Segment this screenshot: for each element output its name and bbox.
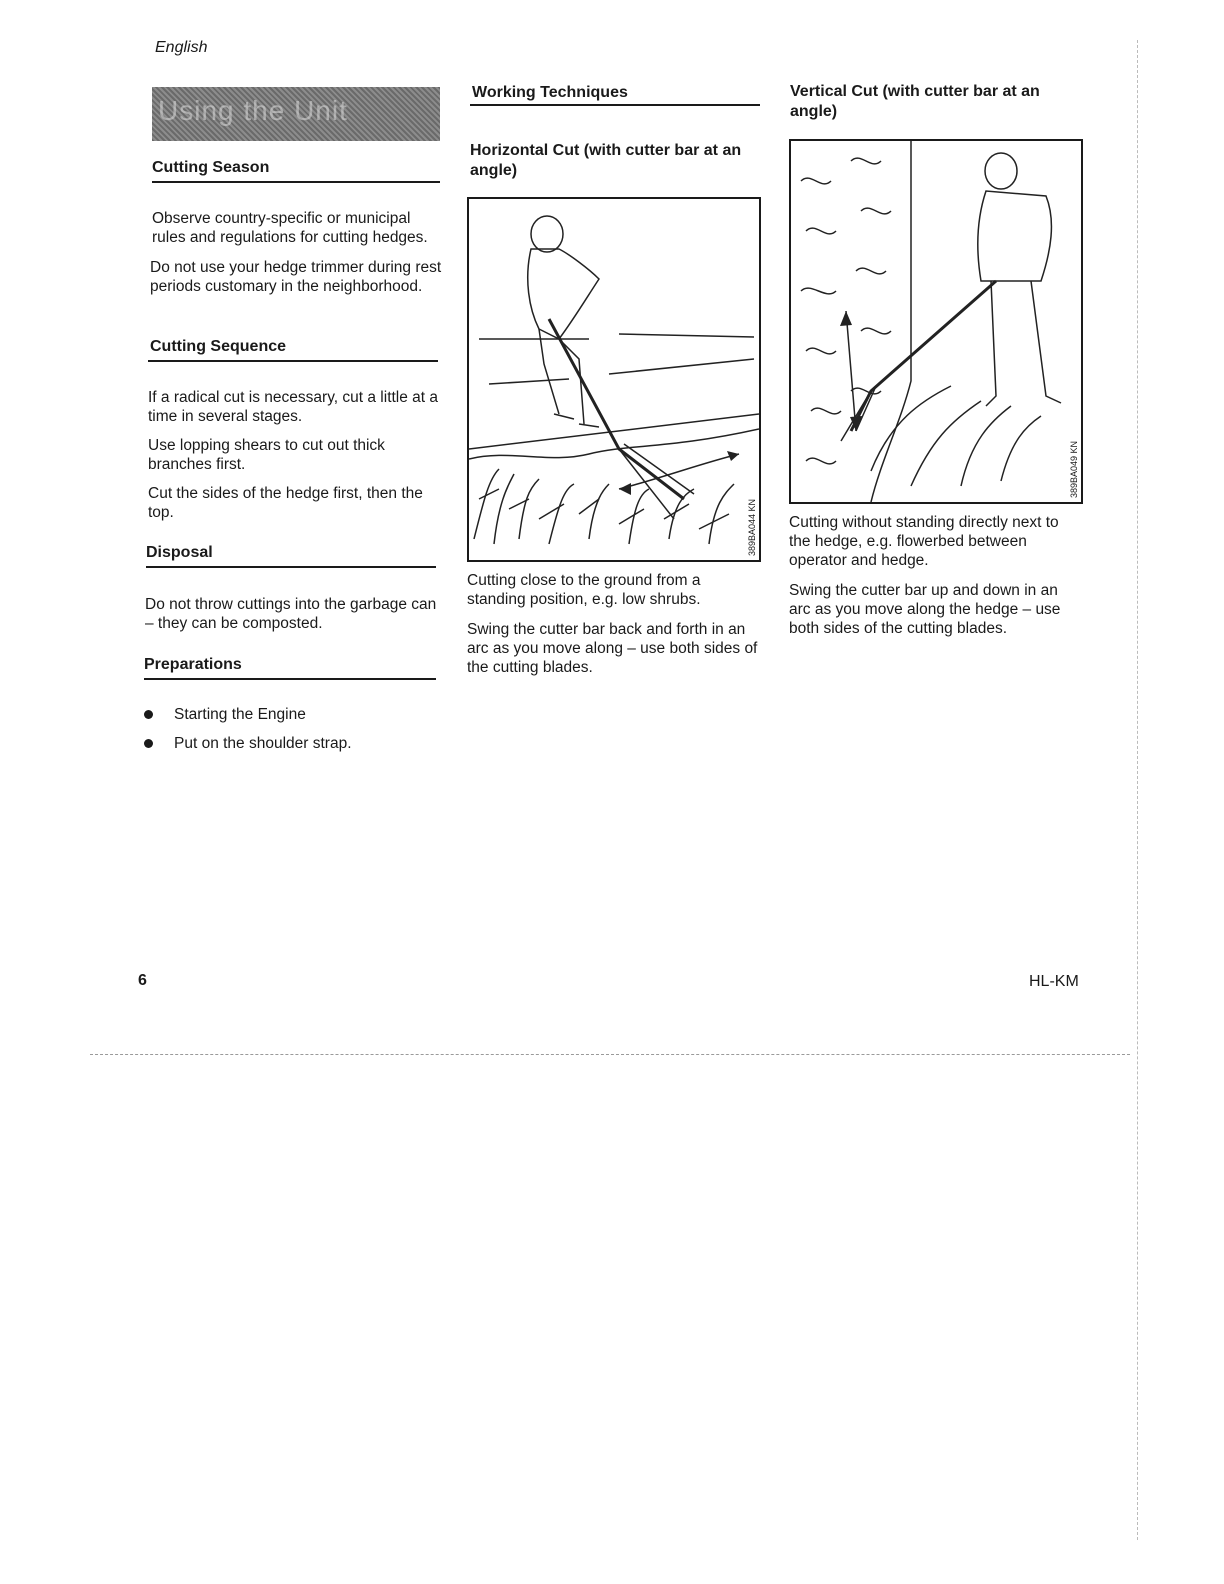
banner-title: Using the Unit (158, 95, 348, 126)
divider (144, 678, 436, 680)
paragraph: Observe country-specific or municipal rules and regulations for cutting hedges. (152, 210, 428, 246)
cutting-season-heading: Cutting Season (152, 159, 270, 176)
page-edge (1137, 40, 1139, 1540)
divider (470, 104, 760, 106)
paragraph: Swing the cutter bar back and forth in an arc as you move along – use both sides of the cutting blades. (467, 621, 758, 676)
divider (146, 566, 436, 568)
figure-code: 389BA044 KN (747, 498, 757, 556)
list-item: Starting the Engine (144, 705, 444, 724)
divider (148, 360, 438, 362)
page-edge (90, 1054, 1130, 1056)
page-number: 6 (138, 972, 147, 989)
paragraph: Cutting close to the ground from a standing position, e.g. low shrubs. (467, 572, 701, 608)
preparations-heading: Preparations (144, 656, 242, 673)
disposal-heading: Disposal (146, 544, 213, 561)
figure-code: 389BA049 KN (1069, 440, 1079, 498)
operator-illustration (791, 141, 1081, 502)
model-code: HL-KM (1029, 973, 1079, 990)
paragraph: Cut the sides of the hedge first, then the top. (148, 485, 423, 521)
paragraph: Use lopping shears to cut out thick branches first. (148, 437, 385, 473)
preparations-list (144, 705, 444, 763)
paragraph: If a radical cut is necessary, cut a little at a time in several stages. (148, 389, 439, 425)
divider (152, 181, 440, 183)
list-item: Put on the shoulder strap. (144, 734, 444, 753)
paragraph: Swing the cutter bar up and down in an arc as you move along the hedge – use both sides of the cutting blades. (789, 582, 1061, 637)
working-techniques-heading: Working Techniques (472, 84, 628, 101)
horizontal-cut-heading: Horizontal Cut (with cutter bar at an angle) (470, 142, 742, 179)
section-banner (152, 87, 440, 141)
operator-illustration (469, 199, 759, 560)
paragraph: Do not use your hedge trimmer during rest periods customary in the neighborhood. (150, 259, 442, 295)
language-label: English (155, 39, 208, 56)
paragraph: Cutting without standing directly next to the hedge, e.g. flowerbed between operator and hedge. (789, 514, 1059, 569)
paragraph: Do not throw cuttings into the garbage can – they can be composted. (145, 596, 437, 632)
cutting-sequence-heading: Cutting Sequence (150, 338, 287, 355)
vertical-cut-illustration (789, 139, 1083, 504)
horizontal-cut-illustration (467, 197, 761, 562)
vertical-cut-heading: Vertical Cut (with cutter bar at an angle) (790, 83, 1040, 120)
